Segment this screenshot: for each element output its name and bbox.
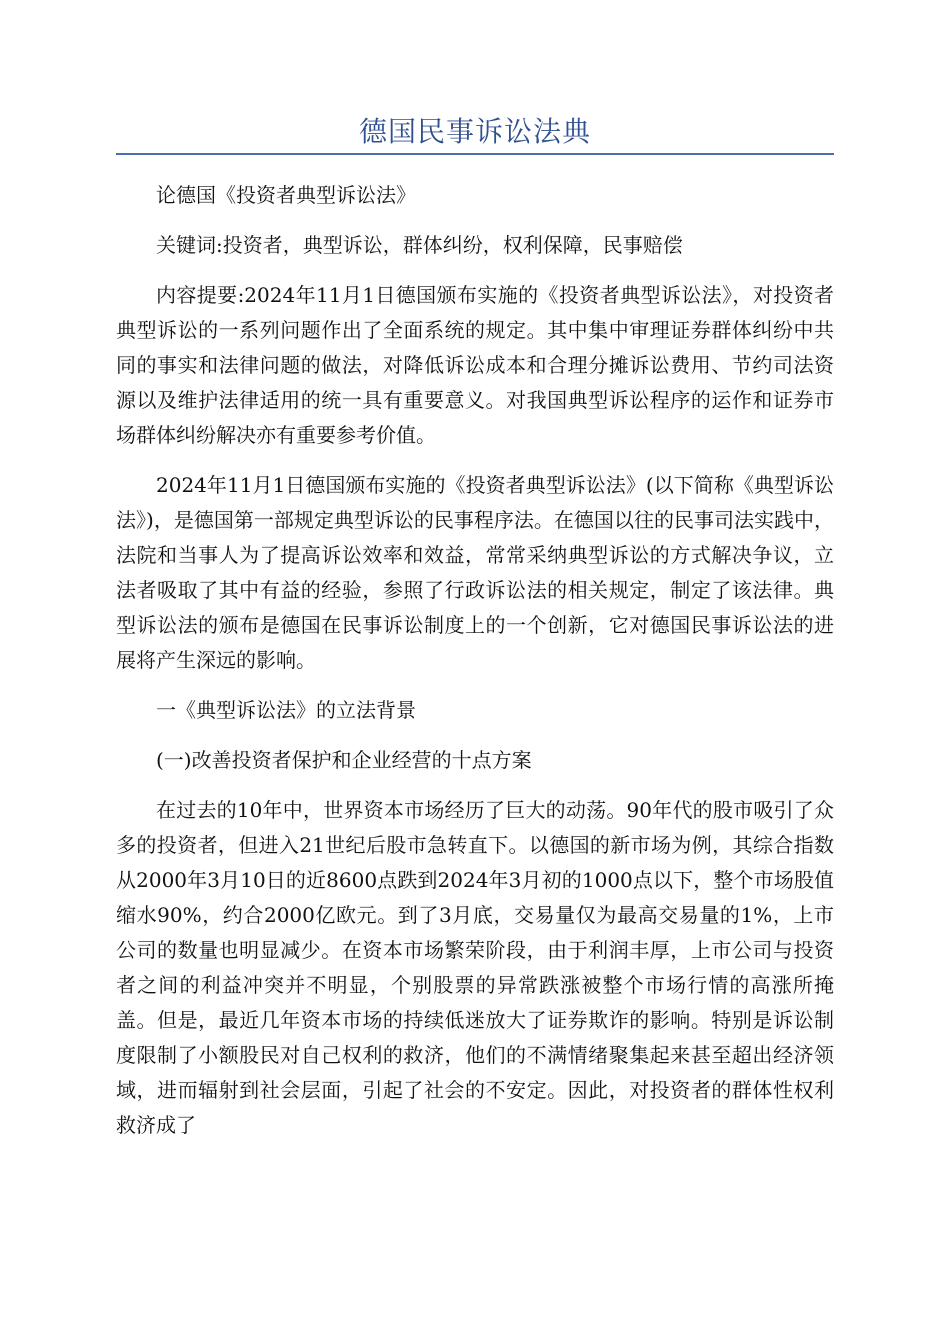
title-underline: [116, 153, 834, 155]
paragraph-keywords: 关键词:投资者，典型诉讼，群体纠纷，权利保障，民事赔偿: [156, 233, 683, 257]
paragraph-intro: 2024年11月1日德国颁布实施的《投资者典型诉讼法》(以下简称《典型诉讼法》)，是德国第一部规定典型诉讼的民事程序法。在德国以往的民事司法实践中，法院和当事人为了提高诉讼效率和效益，常常采纳典型诉讼的方式解决争议，立法者吸取了其中有益的经验，参照了行政诉讼法的相关规定，制定了该法律。典型诉讼法的颁布是德国在民事诉讼制度上的一个创新，它对德国民事诉讼法的进展将产生深远的影响。: [116, 473, 834, 672]
document-title: 德国民事诉讼法典: [358, 115, 591, 148]
document-body: [116, 178, 834, 1158]
section-heading-1: 一《典型诉讼法》的立法背景: [156, 698, 416, 722]
subsection-heading-1: (一)改善投资者保护和企业经营的十点方案: [156, 748, 532, 772]
paragraph-abstract: 内容提要:2024年11月1日德国颁布实施的《投资者典型诉讼法》，对投资者典型诉讼的一系列问题作出了全面系统的规定。其中集中审理证券群体纠纷中共同的事实和法律问题的做法，对降低诉讼成本和合理分摊诉讼费用、节约司法资源以及维护法律适用的统一具有重要意义。对我国典型诉讼程序的运作和证券市场群体纠纷解决亦有重要参考价值。: [116, 283, 834, 447]
paragraph-body: 在过去的10年中，世界资本市场经历了巨大的动荡。90年代的股市吸引了众多的投资者，但进入21世纪后股市急转直下。以德国的新市场为例，其综合指数从2000年3月10日的近8600点跌到2024年3月初的1000点以下，整个市场股值缩水90%，约合2000亿欧元。到了3月底，交易量仅为最高交易量的1%，上市公司的数量也明显减少。在资本市场繁荣阶段，由于利润丰厚，上市公司与投资者之间的利益冲突并不明显，个别股票的异常跌涨被整个市场行情的高涨所掩盖。但是，最近几年资本市场的持续低迷放大了证券欺诈的影响。特别是诉讼制度限制了小额股民对自己权利的救济，他们的不满情绪聚集起来甚至超出经济领域，进而辐射到社会层面，引起了社会的不安定。因此，对投资者的群体性权利救济成了: [116, 798, 834, 1137]
paragraph-subtitle: 论德国《投资者典型诉讼法》: [156, 183, 416, 207]
